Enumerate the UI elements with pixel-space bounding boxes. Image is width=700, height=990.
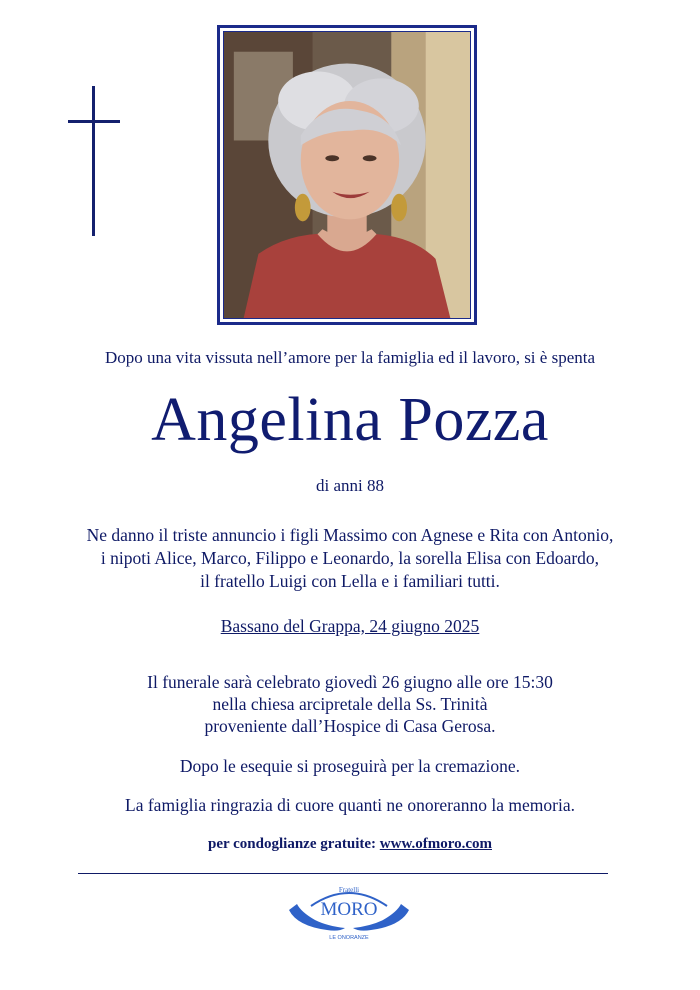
- condolences: [0, 836, 700, 853]
- cremation-text: Dopo le esequie si proseguirà per la cremazione.: [179, 756, 521, 776]
- funeral-line: nella chiesa arcipretale della Ss. Trinità: [212, 694, 488, 714]
- announcement-line: il fratello Luigi con Lella e i familiari tutti.: [200, 571, 500, 591]
- announcement-text: [0, 524, 700, 593]
- place-date: Bassano del Grappa, 24 giugno 2025: [220, 616, 480, 636]
- portrait-image: [224, 32, 470, 318]
- logo-bottom-text: LE ONORANZE: [329, 935, 369, 941]
- deceased-name: Angelina Pozza: [151, 386, 549, 454]
- intro-text: Dopo una vita vissuta nell’amore per la famiglia ed il lavoro, si è spenta: [104, 348, 596, 367]
- condolences-label: per condoglianze gratuite:: [208, 836, 380, 852]
- logo-brand: MORO: [320, 899, 378, 920]
- announcement-line: i nipoti Alice, Marco, Filippo e Leonardo, la sorella Elisa con Edoardo,: [100, 548, 600, 568]
- cross-icon: [68, 86, 120, 236]
- thanks-text: La famiglia ringrazia di cuore quanti ne onoreranno la memoria.: [125, 795, 575, 815]
- divider: [78, 873, 608, 874]
- funeral-line: proveniente dall’Hospice di Casa Gerosa.: [204, 716, 496, 736]
- funeral-info: [0, 671, 700, 737]
- condolences-link[interactable]: www.ofmoro.com: [379, 836, 492, 852]
- portrait-photo: [217, 25, 477, 325]
- logo-top-text: Fratelli: [338, 886, 360, 894]
- announcement-line: Ne danno il triste annuncio i figli Massimo con Agnese e Rita con Antonio,: [86, 525, 614, 545]
- funeral-line: Il funerale sarà celebrato giovedì 26 giugno alle ore 15:30: [147, 672, 553, 692]
- funeral-home-logo: [287, 882, 411, 942]
- age-text: di anni 88: [316, 476, 384, 495]
